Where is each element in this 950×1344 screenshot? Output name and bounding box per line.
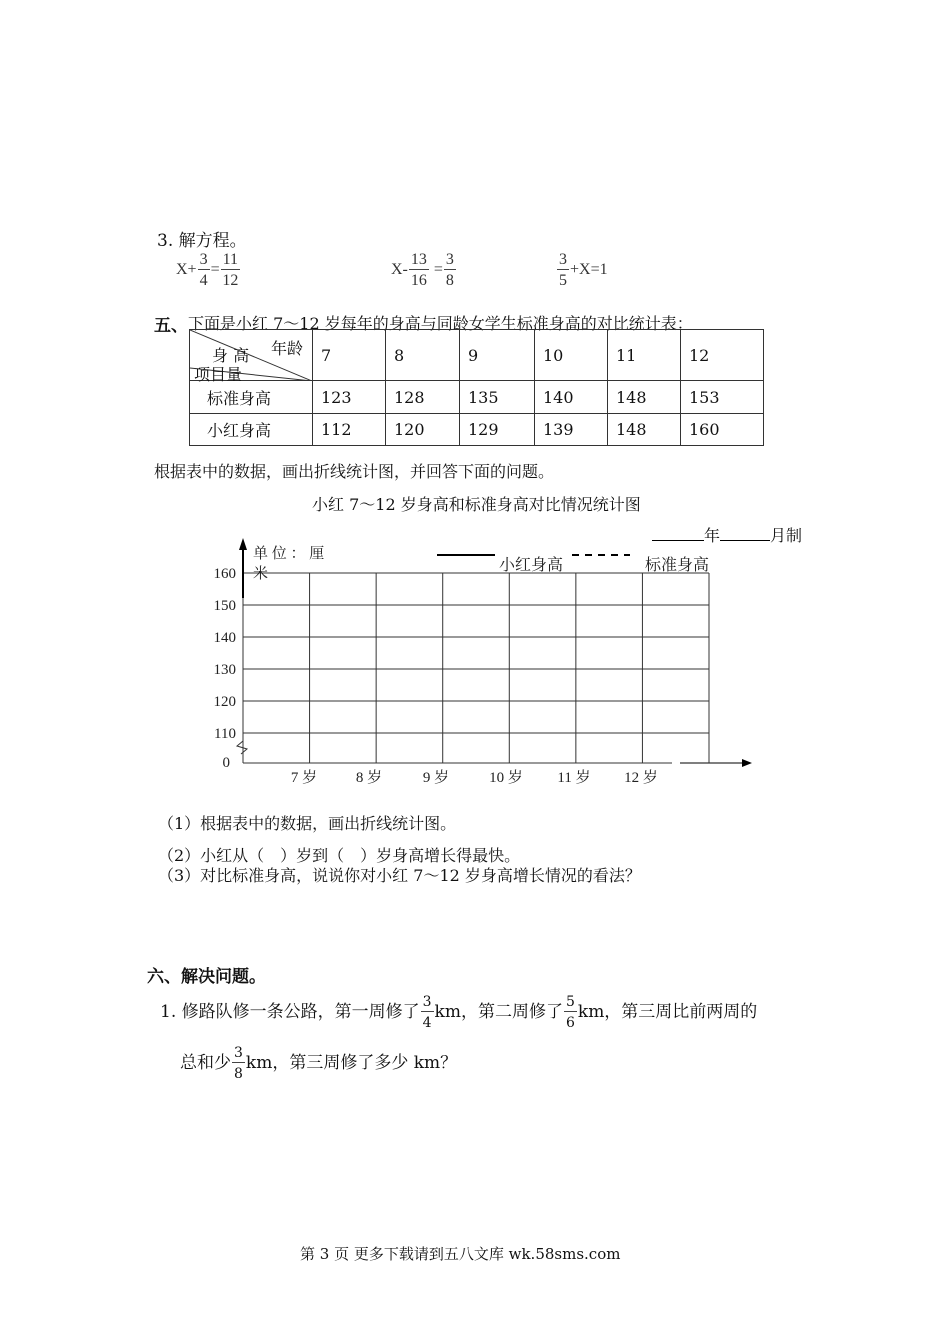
- equation-1: X+ $\frac{3}{4}$ = $\frac{11}{12}$: [176, 251, 239, 289]
- section6-heading: 六、解决问题。: [147, 967, 266, 987]
- y-tick-label: 130: [213, 662, 236, 678]
- legend-label: 小红身高: [499, 557, 564, 574]
- table-cell: 129: [460, 414, 535, 446]
- problem-1-line-2: 总和少 $\frac{3}{8}$ km，第三周修了多少 km？: [180, 1045, 458, 1082]
- equations-heading: 3. 解方程。: [157, 231, 247, 251]
- header-age: 年龄: [271, 339, 304, 358]
- table-cell: 120: [386, 414, 460, 446]
- age-cell: 8: [386, 330, 460, 381]
- question-2: （2）小红从（ ）岁到（ ）岁身高增长得最快。: [158, 846, 521, 865]
- equation-3: $\frac{3}{5}$ +X=1: [559, 251, 608, 289]
- table-cell: 153: [681, 381, 764, 414]
- chart-title: 小红 7～12 岁身高和标准身高对比情况统计图: [312, 495, 641, 514]
- age-cell: 9: [460, 330, 535, 381]
- age-cell: 12: [681, 330, 764, 381]
- table-cell: 148: [608, 381, 681, 414]
- x-tick-label: 7 岁: [290, 770, 318, 786]
- table-cell: 148: [608, 414, 681, 446]
- x-axis-arrowhead: [742, 759, 752, 767]
- x-tick-label: 10 岁: [489, 770, 523, 786]
- age-cell: 7: [313, 330, 386, 381]
- table-cell: 139: [535, 414, 608, 446]
- age-cell: 11: [608, 330, 681, 381]
- row-label: 小红身高: [190, 414, 313, 446]
- y-axis-arrowhead: [239, 538, 247, 550]
- unit-label: 单 位 ： 厘: [253, 546, 325, 562]
- y-tick-label: 120: [213, 694, 236, 710]
- unit-label-2: 米: [253, 566, 269, 582]
- line-chart: [0, 530, 950, 800]
- header-height: 身 高: [212, 346, 250, 365]
- section5-label: 五、: [154, 316, 188, 336]
- table-row: [190, 414, 764, 446]
- section5-instruction: 根据表中的数据，画出折线统计图，并回答下面的问题。: [154, 462, 555, 481]
- year-label: 年: [704, 526, 721, 545]
- y-tick-label: 0: [222, 755, 230, 771]
- header-item: 项目量: [194, 365, 243, 384]
- y-tick-label: 140: [213, 630, 236, 646]
- height-comparison-table: [189, 329, 764, 446]
- page-footer: 第 3 页 更多下载请到五八文库 wk.58sms.com: [300, 1245, 621, 1263]
- equation-2: X- $\frac{13}{16}$ = $\frac{3}{8}$: [391, 251, 454, 289]
- x-tick-label: 9 岁: [422, 770, 450, 786]
- table-cell: 135: [460, 381, 535, 414]
- question-1: （1）根据表中的数据，画出折线统计图。: [158, 814, 457, 833]
- section5-intro: 下面是小红 7～12 岁每年的身高与同龄女学生标准身高的对比统计表：: [188, 314, 693, 333]
- x-tick-label: 12 岁: [624, 770, 658, 786]
- table-header-cell: [190, 330, 313, 384]
- problem-1-line-1: 1. 修路队修一条公路，第一周修了 $\frac{3}{4}$ km，第二周修了 $\frac{5}{6}$ km，第三周比前两周的: [160, 994, 758, 1031]
- y-tick-label: 150: [213, 598, 236, 614]
- y-tick-label: 160: [213, 566, 236, 582]
- month-label: 月制: [770, 526, 803, 545]
- table-cell: 112: [313, 414, 386, 446]
- question-3: （3）对比标准身高，说说你对小红 7～12 岁身高增长情况的看法？: [158, 866, 641, 885]
- table-cell: 128: [386, 381, 460, 414]
- table-cell: 123: [313, 381, 386, 414]
- x-tick-label: 11 岁: [557, 770, 591, 786]
- age-cell: 10: [535, 330, 608, 381]
- table-cell: 160: [681, 414, 764, 446]
- table-row: [190, 381, 764, 414]
- legend-label: 标准身高: [645, 557, 710, 574]
- table-cell: 140: [535, 381, 608, 414]
- y-tick-label: 110: [214, 726, 236, 742]
- row-label: 标准身高: [190, 381, 313, 414]
- x-tick-label: 8 岁: [355, 770, 383, 786]
- axis-break-mark: [237, 741, 247, 754]
